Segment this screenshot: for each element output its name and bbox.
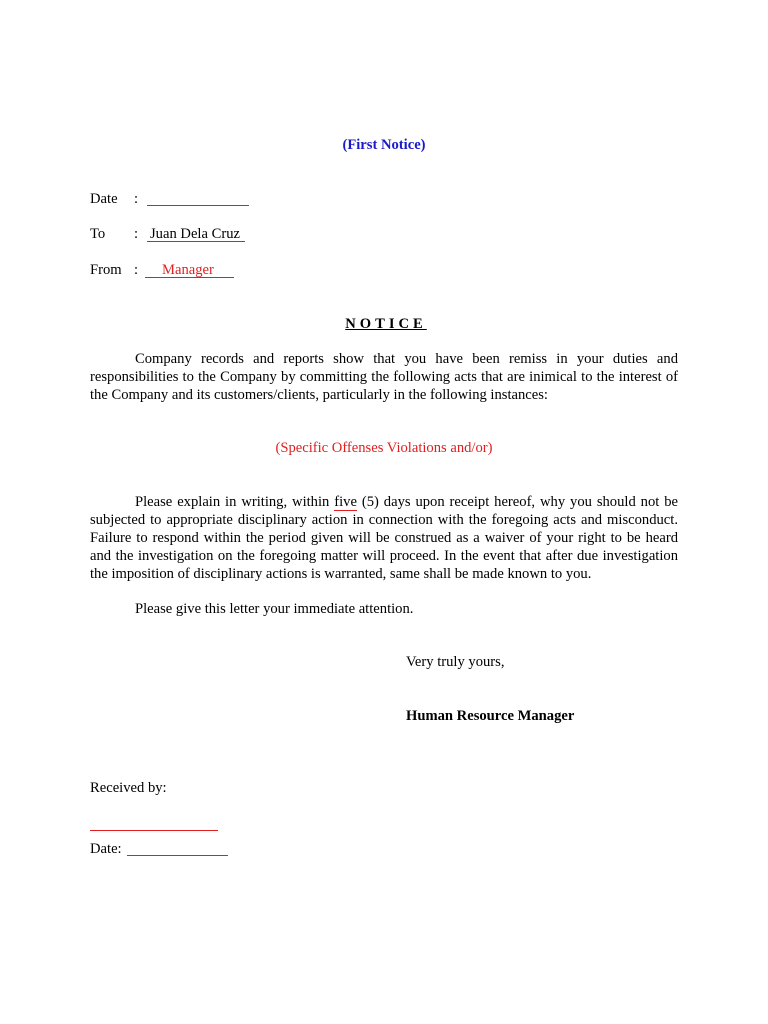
paragraph-records-text: Company records and reports show that you have been remiss in your duties and responsibilities to the Company by committing the following acts that are inimical to the interest of the Company and its customers/clients, particularly in the following instances: [90,351,678,403]
paragraph-attention [90,600,678,618]
from-label: From [90,262,122,278]
date-blank-line [147,205,249,206]
paragraph-explain-body: (5) days upon receipt hereof, why you should not be subjected to appropriate disciplinary action in connection with the foregoing acts and misconduct. Failure to respond within the period given will be construed as a waiver of your right to be heard and the investigation on the foregoing matter will proceed. In the event that after due investigation the imposition of disciplinary actions is warranted, same shall be made known to you. [90,494,678,582]
document-subtitle: (First Notice) [342,137,426,153]
paragraph-explain [90,493,678,583]
paragraph-explain-intro: Please explain in writing, within [135,494,330,510]
five-days-word: five [334,494,357,510]
notice-heading: NOTICE [345,316,427,332]
received-by-label: Received by: [90,780,167,796]
signatory-title: Human Resource Manager [406,708,575,724]
from-value: Manager [162,262,214,278]
received-date-line [127,855,228,856]
received-date-label: Date: [90,841,122,857]
received-signature-line [90,830,218,831]
paragraph-attention-text: Please give this letter your immediate attention. [135,601,414,617]
from-colon: : [134,262,139,278]
valediction: Very truly yours, [406,654,505,670]
date-label: Date [90,191,118,207]
date-colon: : [134,191,139,207]
to-value: Juan Dela Cruz [150,226,240,242]
specific-offenses-placeholder: (Specific Offenses Violations and/or) [275,440,493,456]
paragraph-records [90,350,678,404]
to-label: To [90,226,106,242]
to-colon: : [134,226,139,242]
